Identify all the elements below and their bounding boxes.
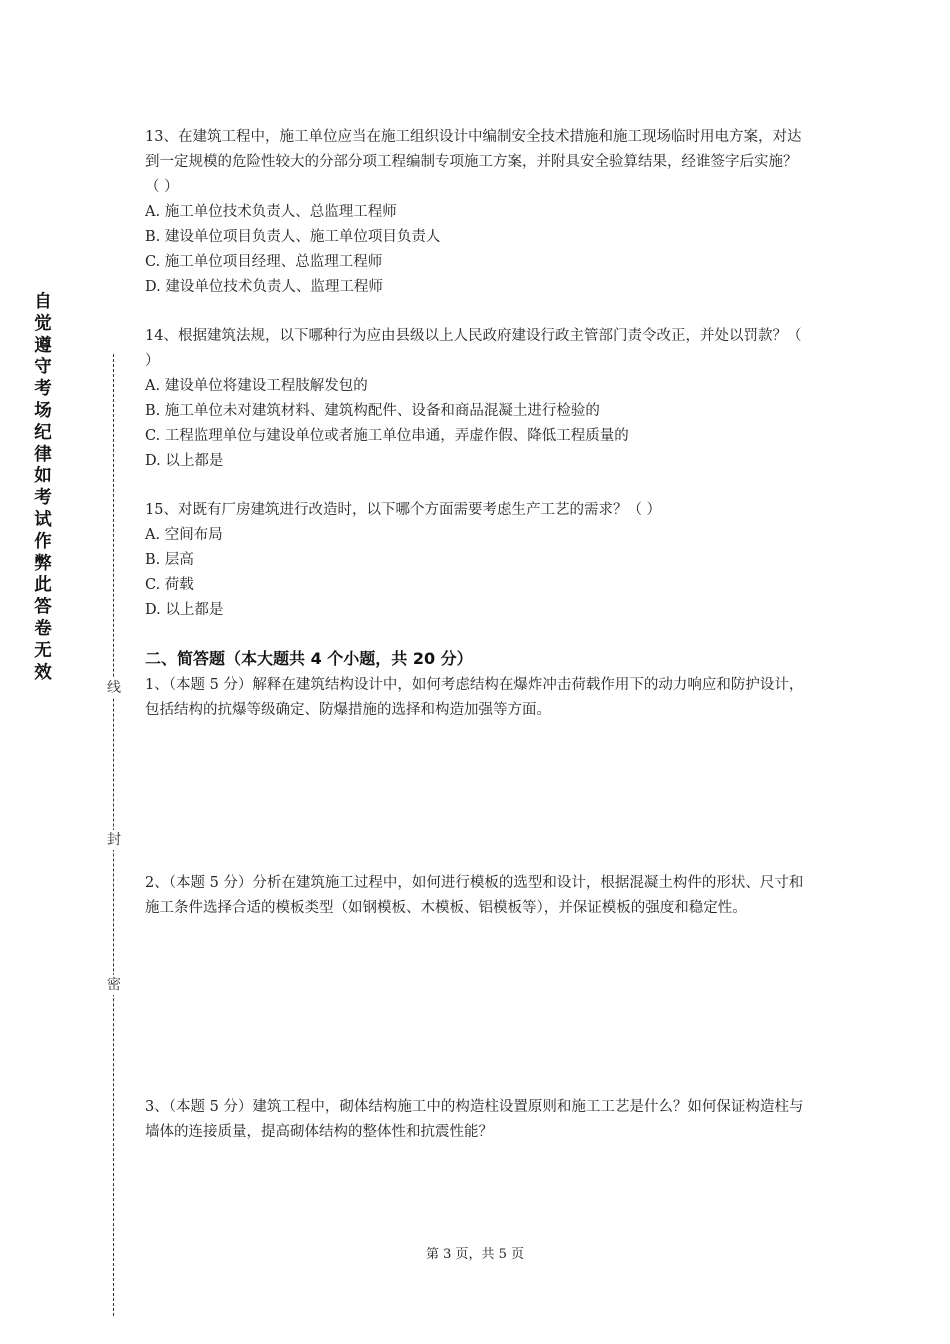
exam-discipline-notice: 自觉遵守考场纪律如考试作弊此答卷无效	[34, 292, 52, 683]
short-answer-1: 1、（本题 5 分）解释在建筑结构设计中，如何考虑结构在爆炸冲击荷载作用下的动力响应和防护设计，包括结构的抗爆等级确定、防爆措施的选择和构造加强等方面。	[145, 677, 804, 718]
option-a: A. 施工单位技术负责人、总监理工程师	[145, 204, 397, 220]
question-stem: 13、在建筑工程中，施工单位应当在施工组织设计中编制安全技术措施和施工现场临时用电方案，对达到一定规模的危险性较大的分部分项工程编制专项施工方案，并附具安全验算结果，经谁签字后实施？（ ）	[145, 129, 802, 195]
question-15	[145, 498, 810, 623]
page-number: 第 3 页，共 5 页	[425, 1247, 525, 1262]
option-c: C. 施工单位项目经理、总监理工程师	[145, 254, 383, 270]
option-d: D. 以上都是	[145, 453, 224, 469]
option-a: A. 空间布局	[145, 527, 223, 543]
question-14	[145, 324, 810, 474]
short-answer-3: 3、（本题 5 分）建筑工程中，砌体结构施工中的构造柱设置原则和施工工艺是什么？如何保证构造柱与墙体的连接质量，提高砌体结构的整体性和抗震性能？	[145, 1099, 804, 1140]
option-c: C. 工程监理单位与建设单位或者施工单位串通，弄虚作假、降低工程质量的	[145, 428, 629, 444]
option-c: C. 荷载	[145, 577, 194, 593]
option-a: A. 建设单位将建设工程肢解发包的	[145, 378, 368, 394]
binding-char-line: 线	[107, 680, 121, 696]
question-stem: 14、根据建筑法规，以下哪种行为应由县级以上人民政府建设行政主管部门责令改正，并处以罚款？（ ）	[145, 328, 802, 369]
option-d: D. 以上都是	[145, 602, 224, 618]
short-answer-2: 2、（本题 5 分）分析在建筑施工过程中，如何进行模板的选型和设计，根据混凝土构件的形状、尺寸和施工条件选择合适的模板类型（如钢模板、木模板、铝模板等），并保证模板的强度和稳定性。	[145, 875, 804, 916]
question-13	[145, 125, 810, 300]
option-b: B. 层高	[145, 552, 194, 568]
option-d: D. 建设单位技术负责人、监理工程师	[145, 279, 383, 295]
option-b: B. 施工单位未对建筑材料、建筑构配件、设备和商品混凝土进行检验的	[145, 403, 600, 419]
question-stem: 15、对既有厂房建筑进行改造时，以下哪个方面需要考虑生产工艺的需求？（ ）	[145, 502, 662, 518]
section-title-short-answer: 二、简答题（本大题共 4 个小题，共 20 分）	[145, 649, 473, 668]
option-b: B. 建设单位项目负责人、施工单位项目负责人	[145, 229, 441, 245]
binding-char-secret: 密	[107, 977, 121, 993]
binding-char-seal: 封	[107, 832, 121, 848]
